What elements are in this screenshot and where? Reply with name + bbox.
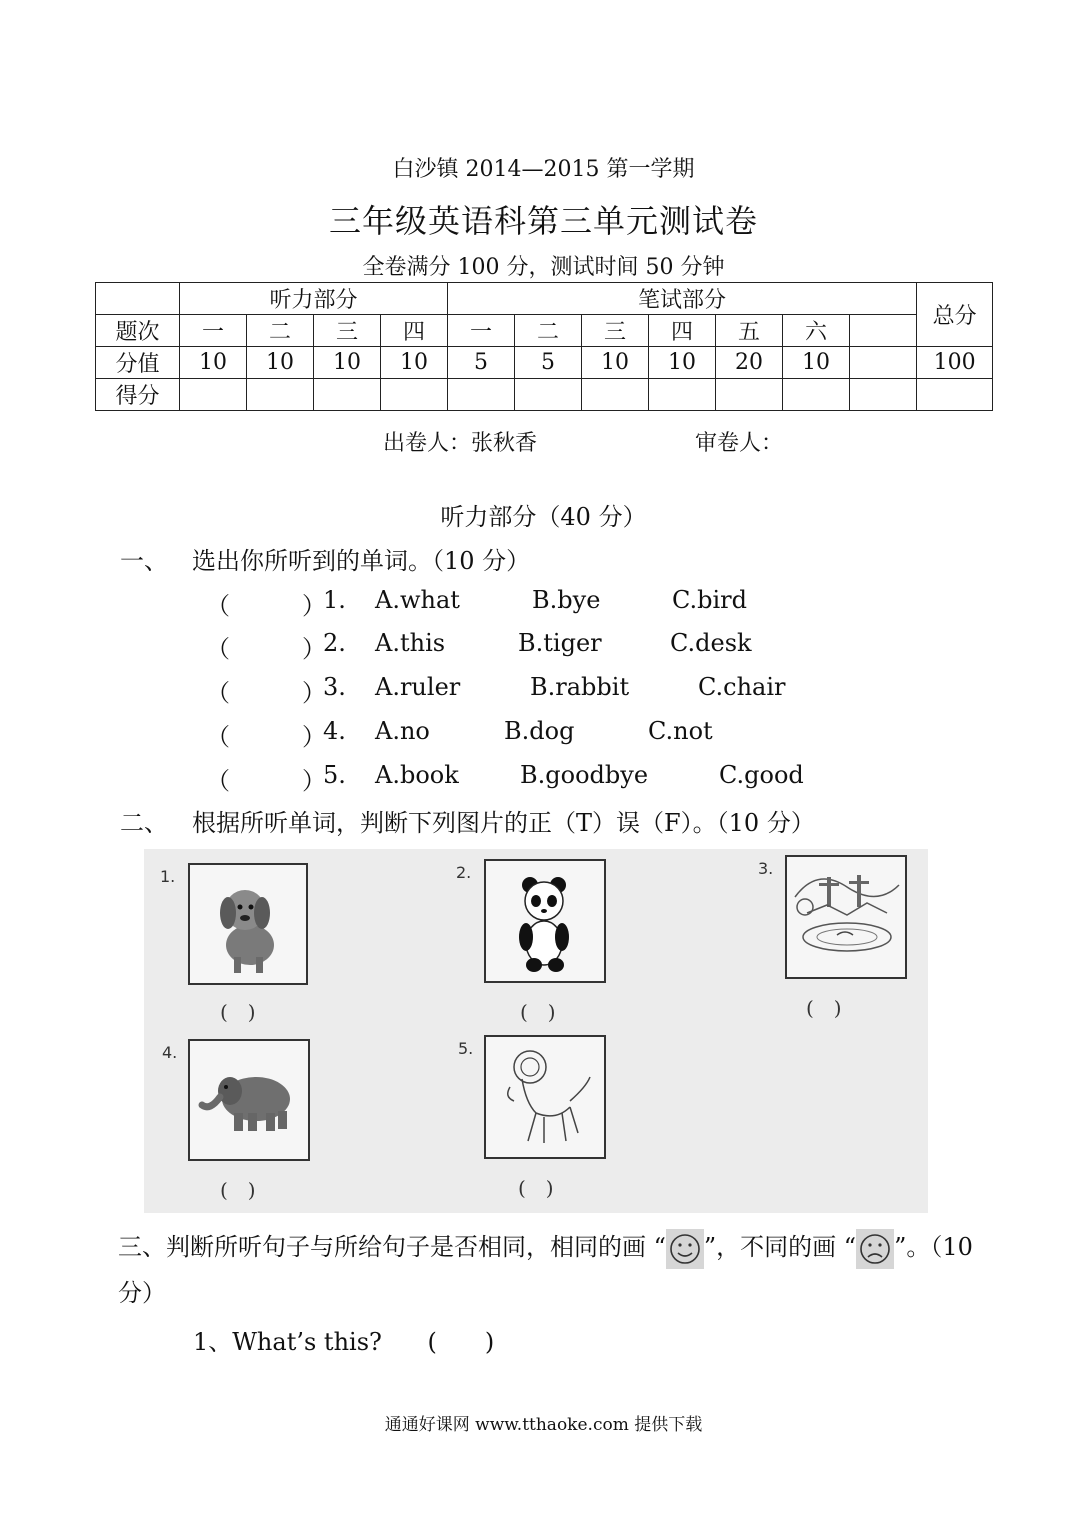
- park-scene-picture: [785, 855, 907, 979]
- picture-number: 5.: [458, 1039, 474, 1058]
- option-a: A.what: [375, 586, 460, 614]
- listening-part-header: 听力部分: [180, 283, 448, 315]
- score-entry-cell[interactable]: [180, 379, 247, 411]
- option-c: C.desk: [670, 629, 752, 657]
- table-cell: 5: [515, 347, 582, 379]
- answer-paren[interactable]: （ ）: [206, 635, 326, 663]
- question-instruction-part1: 三、判断所听句子与所给句子是否相同，相同的画 “: [118, 1233, 666, 1261]
- item-number: 5.: [323, 761, 346, 789]
- table-cell: 五: [716, 315, 783, 347]
- score-entry-cell[interactable]: [381, 379, 448, 411]
- total-points-cell: 100: [917, 347, 993, 379]
- sad-face-icon: [856, 1229, 894, 1269]
- question-3-heading: [118, 1224, 978, 1316]
- authors-line: [383, 426, 784, 457]
- option-b: B.dog: [504, 717, 575, 745]
- picture-number: 1.: [160, 867, 176, 886]
- answer-paren[interactable]: ( ): [220, 1000, 256, 1024]
- option-b: B.tiger: [518, 629, 602, 657]
- school-term-heading: 白沙镇 2014—2015 第一学期: [392, 157, 695, 182]
- points-row: [96, 347, 993, 379]
- table-cell: [850, 347, 917, 379]
- question-instruction-part2: ”，不同的画 “: [703, 1233, 857, 1261]
- lion-icon: [486, 1037, 604, 1157]
- score-entry-cell[interactable]: [850, 379, 917, 411]
- option-b: B.bye: [532, 586, 601, 614]
- table-cell: [850, 315, 917, 347]
- answer-paren[interactable]: （ ）: [206, 592, 326, 620]
- listening-section-title: 听力部分（40 分）: [440, 503, 647, 531]
- answer-paren[interactable]: （ ）: [206, 723, 326, 751]
- table-cell: 一: [448, 315, 515, 347]
- answer-paren[interactable]: （ ）: [206, 679, 326, 707]
- table-cell: 10: [314, 347, 381, 379]
- answer-paren[interactable]: ( ): [518, 1176, 554, 1200]
- score-entry-cell[interactable]: [716, 379, 783, 411]
- table-cell: 三: [582, 315, 649, 347]
- picture-panel: [144, 849, 928, 1213]
- option-c: C.good: [719, 761, 804, 789]
- footer-credit: 通通好课网 www.tthaoke.com 提供下载: [384, 1415, 703, 1435]
- question-instruction: 选出你所听到的单词。（10 分）: [192, 547, 531, 575]
- table-cell: 一: [180, 315, 247, 347]
- question-instruction-part3: ”。（10 分）: [118, 1233, 973, 1307]
- answer-paren[interactable]: ( ): [520, 1000, 556, 1024]
- table-cell: 20: [716, 347, 783, 379]
- option-c: C.chair: [698, 673, 786, 701]
- panda-picture: [484, 859, 606, 983]
- option-c: C.bird: [672, 586, 748, 614]
- reviewer: 审卷人：: [695, 431, 784, 456]
- question-number: 一、: [120, 547, 168, 575]
- table-cell: 5: [448, 347, 515, 379]
- picture-number: 4.: [162, 1043, 178, 1062]
- row-label: 题次: [96, 315, 180, 347]
- option-b: B.rabbit: [530, 673, 630, 701]
- question-1-heading: [120, 541, 530, 576]
- score-entry-cell[interactable]: [582, 379, 649, 411]
- answer-paren[interactable]: ( ): [220, 1178, 256, 1202]
- table-cell: 四: [649, 315, 716, 347]
- table-cell: 二: [515, 315, 582, 347]
- score-entry-cell[interactable]: [515, 379, 582, 411]
- question-number: 二、: [120, 809, 168, 837]
- total-header: 总分: [917, 283, 993, 347]
- question-2-heading: [120, 803, 815, 838]
- elephant-icon: [190, 1041, 308, 1159]
- table-cell: 10: [649, 347, 716, 379]
- park-scene-icon: [787, 857, 905, 977]
- answer-paren[interactable]: ( ): [806, 996, 842, 1020]
- total-score-entry-cell[interactable]: [917, 379, 993, 411]
- option-a: A.no: [375, 717, 430, 745]
- answer-paren[interactable]: （ ）: [206, 767, 326, 795]
- picture-number: 3.: [758, 859, 774, 878]
- sentence-text: 1、What’s this?: [193, 1328, 382, 1356]
- table-cell: 四: [381, 315, 448, 347]
- score-table: [95, 282, 993, 411]
- table-cell: 10: [180, 347, 247, 379]
- score-row: [96, 379, 993, 411]
- table-cell: 六: [783, 315, 850, 347]
- elephant-picture: [188, 1039, 310, 1161]
- score-entry-cell[interactable]: [783, 379, 850, 411]
- table-cell: 二: [247, 315, 314, 347]
- table-cell: 10: [783, 347, 850, 379]
- option-a: A.book: [375, 761, 459, 789]
- question-instruction: 根据所听单词，判断下列图片的正（T）误（F）。（10 分）: [192, 809, 815, 837]
- question-number-row: [96, 315, 993, 347]
- picture-number: 2.: [456, 863, 472, 882]
- option-a: A.this: [375, 629, 446, 657]
- dog-icon: [190, 865, 306, 983]
- score-entry-cell[interactable]: [247, 379, 314, 411]
- item-number: 1.: [323, 586, 346, 614]
- option-b: B.goodbye: [520, 761, 649, 789]
- empty-corner-cell: [96, 283, 180, 315]
- table-cell: 10: [582, 347, 649, 379]
- option-a: A.ruler: [375, 673, 461, 701]
- dog-picture: [188, 863, 308, 985]
- writing-part-header: 笔试部分: [448, 283, 917, 315]
- list-item: [193, 1322, 494, 1357]
- smile-face-icon: [666, 1229, 704, 1269]
- page-title: 三年级英语科第三单元测试卷: [328, 202, 758, 240]
- score-entry-cell[interactable]: [314, 379, 381, 411]
- table-cell: 10: [247, 347, 314, 379]
- panda-icon: [486, 861, 604, 981]
- lion-picture: [484, 1035, 606, 1159]
- item-number: 4.: [323, 717, 346, 745]
- table-cell: 10: [381, 347, 448, 379]
- answer-paren[interactable]: ( ): [427, 1328, 495, 1356]
- option-c: C.not: [648, 717, 713, 745]
- row-label: 分值: [96, 347, 180, 379]
- score-entry-cell[interactable]: [448, 379, 515, 411]
- exam-info: 全卷满分 100 分，测试时间 50 分钟: [362, 255, 725, 280]
- author: 出卷人：张秋香: [383, 431, 538, 456]
- item-number: 3.: [323, 673, 346, 701]
- score-entry-cell[interactable]: [649, 379, 716, 411]
- item-number: 2.: [323, 629, 346, 657]
- table-cell: 三: [314, 315, 381, 347]
- row-label: 得分: [96, 379, 180, 411]
